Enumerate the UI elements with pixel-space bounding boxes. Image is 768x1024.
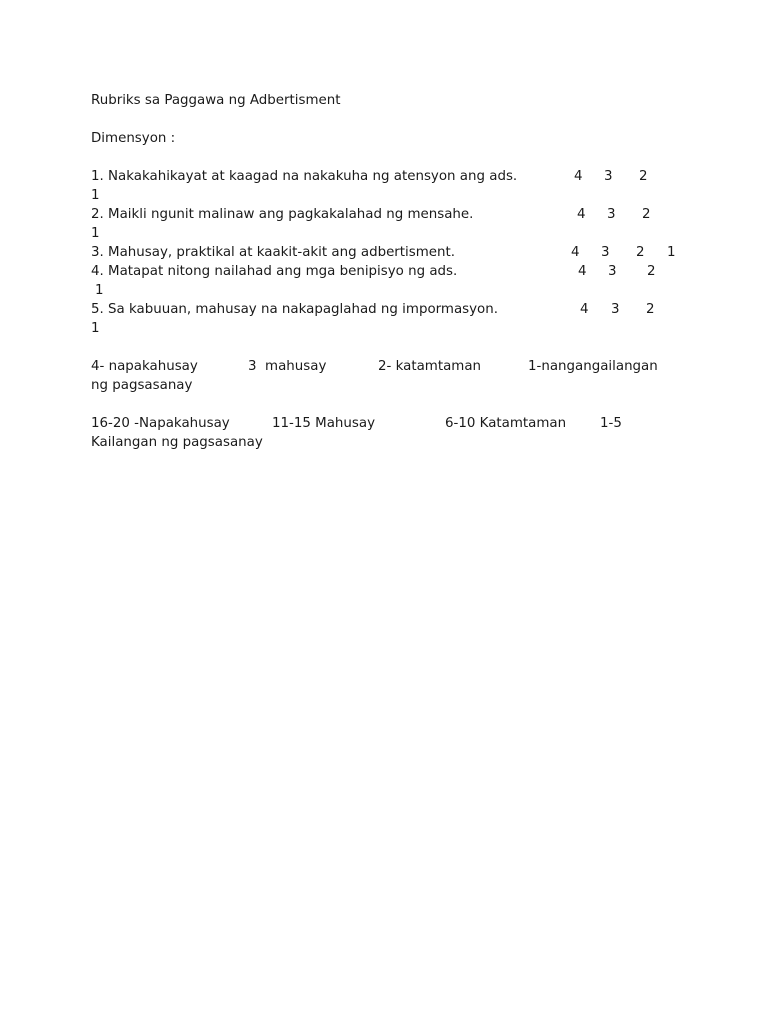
section-label: Dimensyon : — [91, 131, 176, 146]
criterion-2-text: 2. Maikli ngunit malinaw ang pagkakalahad ng mensahe. — [91, 207, 474, 222]
criterion-3-score-3: 3 — [601, 245, 610, 260]
criterion-5-text: 5. Sa kabuuan, mahusay na nakapaglahad ng impormasyon. — [91, 302, 498, 317]
score-range-1-5-label: Kailangan ng pagsasanay — [91, 435, 263, 450]
score-range-1-5: 1-5 — [600, 416, 622, 431]
scale-legend-1-continued: ng pagsasanay — [91, 378, 193, 393]
scale-legend-2: 2- katamtaman — [378, 359, 482, 374]
criterion-4-text: 4. Matapat nitong nailahad ang mga benipisyo ng ads. — [91, 264, 458, 279]
score-range-11-15: 11-15 Mahusay — [272, 416, 376, 431]
criterion-2-score-2: 2 — [642, 207, 651, 222]
score-range-6-10: 6-10 Katamtaman — [445, 416, 567, 431]
criterion-4-score-4: 4 — [578, 264, 587, 279]
criterion-5-score-3: 3 — [611, 302, 620, 317]
document-title: Rubriks sa Paggawa ng Adbertisment — [91, 93, 341, 108]
scale-legend-4: 4- napakahusay — [91, 359, 198, 374]
scale-legend-1: 1-nangangailangan — [528, 359, 658, 374]
criterion-1-score-3: 3 — [604, 169, 613, 184]
criterion-1-score-1: 1 — [91, 188, 100, 203]
criterion-1-score-2: 2 — [639, 169, 648, 184]
criterion-3-score-1: 1 — [667, 245, 676, 260]
criterion-5-score-1: 1 — [91, 321, 100, 336]
criterion-4-score-2: 2 — [647, 264, 656, 279]
criterion-4-score-1: 1 — [95, 283, 104, 298]
scale-legend-3: 3 mahusay — [248, 359, 327, 374]
criterion-5-score-2: 2 — [646, 302, 655, 317]
criterion-5-score-4: 4 — [580, 302, 589, 317]
criterion-1-text: 1. Nakakahikayat at kaagad na nakakuha ng atensyon ang ads. — [91, 169, 518, 184]
criterion-2-score-1: 1 — [91, 226, 100, 241]
criterion-3-score-2: 2 — [636, 245, 645, 260]
criterion-3-text: 3. Mahusay, praktikal at kaakit-akit ang adbertisment. — [91, 245, 456, 260]
criterion-3-score-4: 4 — [571, 245, 580, 260]
criterion-4-score-3: 3 — [608, 264, 617, 279]
criterion-2-score-4: 4 — [577, 207, 586, 222]
score-range-16-20: 16-20 -Napakahusay — [91, 416, 230, 431]
criterion-1-score-4: 4 — [574, 169, 583, 184]
criterion-2-score-3: 3 — [607, 207, 616, 222]
